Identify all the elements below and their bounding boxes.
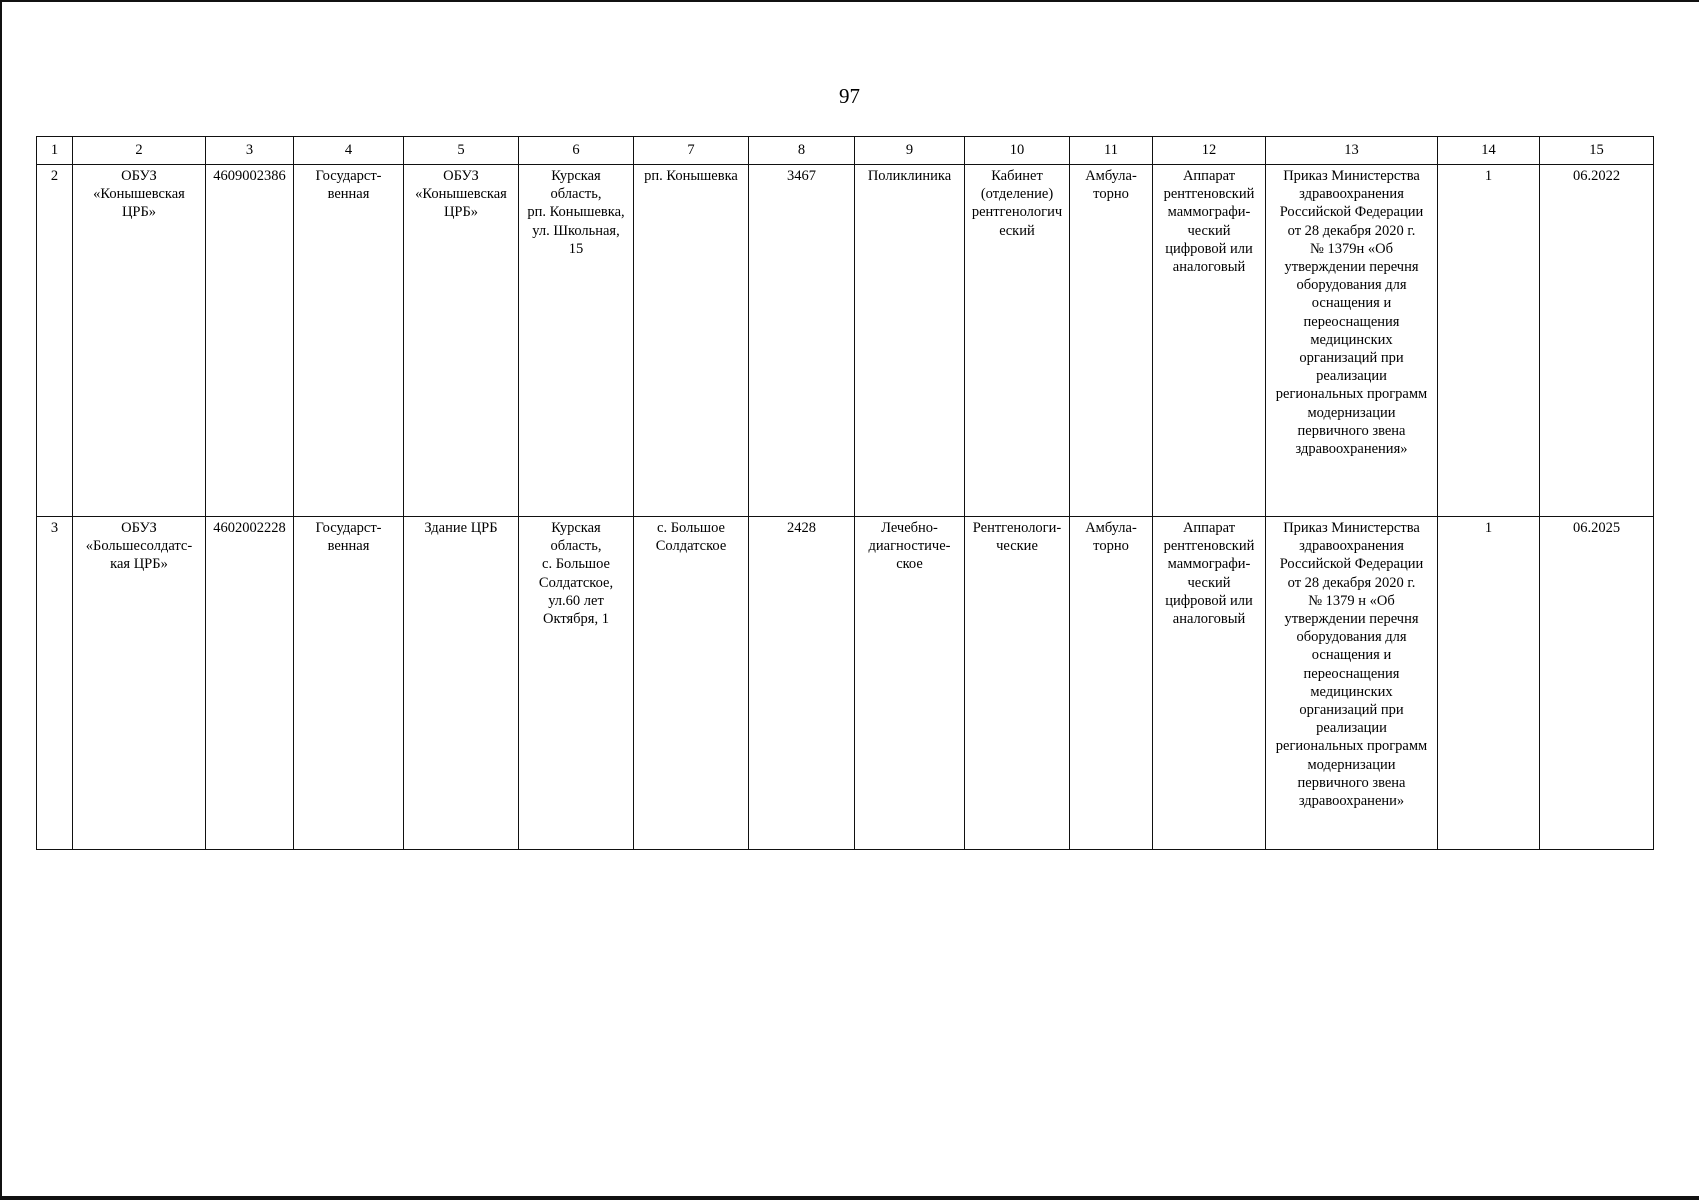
settlement-cell: рп. Конышевка <box>634 165 749 517</box>
address-cell: Курская область, с. Большое Солдатское, ул.60 лет Октября, 1 <box>519 517 634 850</box>
header-cell: 10 <box>965 137 1070 165</box>
row-number-cell: 3 <box>37 517 73 850</box>
scan-border-left <box>0 0 2 1200</box>
address-cell: Курская область, рп. Конышевка, ул. Школьная, 15 <box>519 165 634 517</box>
organization-name-cell: ОБУЗ «Конышевская ЦРБ» <box>73 165 206 517</box>
organization-name-cell: ОБУЗ «Большесолдатс- кая ЦРБ» <box>73 517 206 850</box>
header-cell: 1 <box>37 137 73 165</box>
scan-border-bottom <box>0 1196 1699 1200</box>
facility-type-cell: Поликлиника <box>855 165 965 517</box>
regulation-cell: Приказ Министерства здравоохранения Российской Федерации от 28 декабря 2020 г. № 1379 н «Об утверждении перечня оборудования для оснащения и переоснащения медицинских организаций при реализации региональных программ модернизации первичного звена здравоохранени» <box>1266 517 1438 850</box>
header-cell: 8 <box>749 137 855 165</box>
page-number: 97 <box>839 84 860 108</box>
care-conditions-cell: Амбула- торно <box>1070 165 1153 517</box>
facility-type-cell: Лечебно- диагностиче- ское <box>855 517 965 850</box>
care-conditions-cell: Амбула- торно <box>1070 517 1153 850</box>
header-cell: 9 <box>855 137 965 165</box>
equipment-register-table <box>36 136 1654 850</box>
equipment-cell: Аппарат рентгеновский маммографи- ческий цифровой или аналоговый <box>1153 517 1266 850</box>
date-cell: 06.2025 <box>1540 517 1654 850</box>
department-cell: Кабинет (отделение) рентгенологич eский <box>965 165 1070 517</box>
header-cell: 2 <box>73 137 206 165</box>
header-cell: 14 <box>1438 137 1540 165</box>
header-cell: 12 <box>1153 137 1266 165</box>
date-cell: 06.2022 <box>1540 165 1654 517</box>
settlement-cell: с. Большое Солдатское <box>634 517 749 850</box>
building-name-cell: ОБУЗ «Конышевская ЦРБ» <box>404 165 519 517</box>
equipment-cell: Аппарат рентгеновский маммографи- ческий цифровой или аналоговый <box>1153 165 1266 517</box>
department-cell: Рентгенологи- ческие <box>965 517 1070 850</box>
quantity-cell: 1 <box>1438 517 1540 850</box>
row-number-cell: 2 <box>37 165 73 517</box>
population-cell: 2428 <box>749 517 855 850</box>
inn-cell: 4609002386 <box>206 165 294 517</box>
header-row <box>37 137 1654 165</box>
inn-cell: 4602002228 <box>206 517 294 850</box>
column-number-header <box>37 137 1654 165</box>
header-cell: 3 <box>206 137 294 165</box>
header-cell: 4 <box>294 137 404 165</box>
header-cell: 11 <box>1070 137 1153 165</box>
regulation-cell: Приказ Министерства здравоохранения Российской Федерации от 28 декабря 2020 г. № 1379н «Об утверждении перечня оборудования для оснащения и переоснащения медицинских организаций при реализации региональных программ модернизации первичного звена здравоохранения» <box>1266 165 1438 517</box>
building-name-cell: Здание ЦРБ <box>404 517 519 850</box>
quantity-cell: 1 <box>1438 165 1540 517</box>
ownership-form-cell: Государст- венная <box>294 165 404 517</box>
ownership-form-cell: Государст- венная <box>294 517 404 850</box>
header-cell: 5 <box>404 137 519 165</box>
header-cell: 13 <box>1266 137 1438 165</box>
population-cell: 3467 <box>749 165 855 517</box>
scan-border-top <box>0 0 1699 2</box>
header-cell: 15 <box>1540 137 1654 165</box>
header-cell: 7 <box>634 137 749 165</box>
table-row <box>37 517 1654 850</box>
header-cell: 6 <box>519 137 634 165</box>
table-row <box>37 165 1654 517</box>
